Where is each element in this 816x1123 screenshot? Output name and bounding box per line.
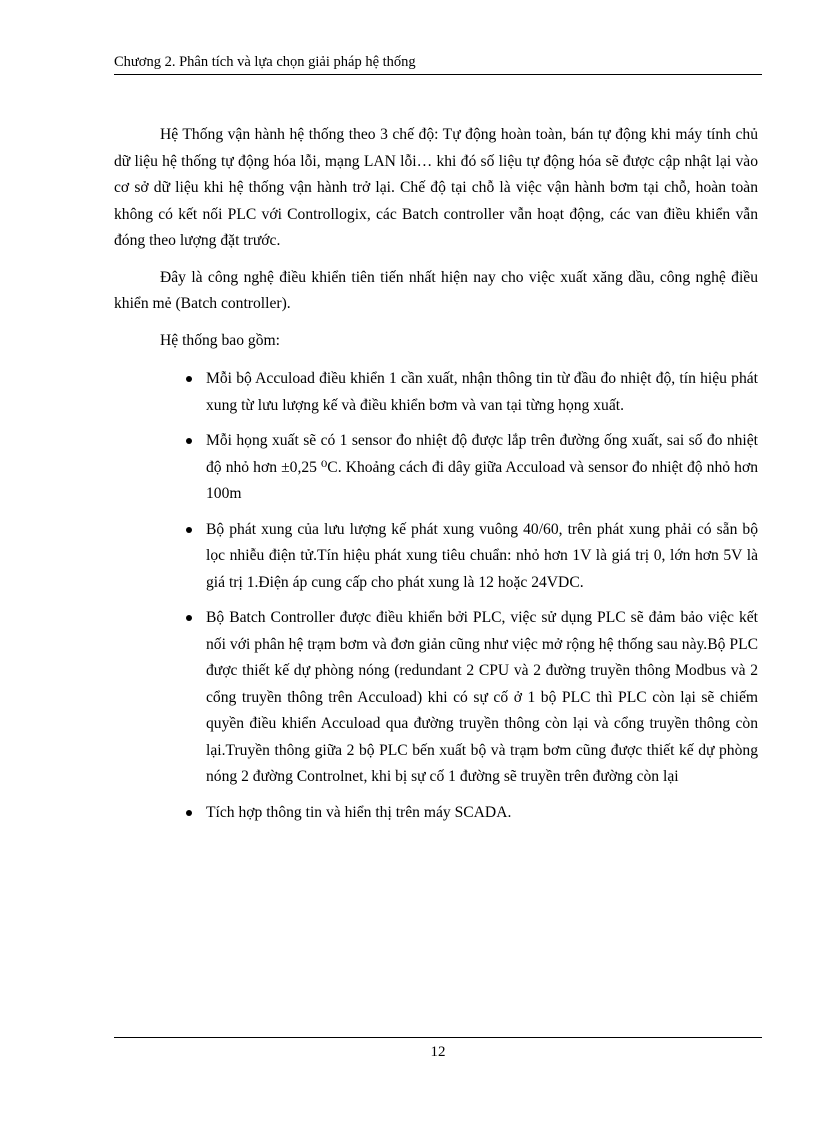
bullet-icon xyxy=(186,615,192,621)
list-item xyxy=(206,605,758,791)
page-number: 12 xyxy=(430,1044,446,1060)
page-header xyxy=(114,52,762,75)
bullet-icon xyxy=(186,527,192,533)
bullet-icon xyxy=(186,438,192,444)
paragraph-technology: Đây là công nghệ điều khiển tiên tiến nhất hiện nay cho việc xuất xăng dầu, công nghệ điều khiển mẻ (Batch controller). xyxy=(114,268,758,312)
chapter-title: Chương 2. Phân tích và lựa chọn giải pháp hệ thống xyxy=(114,54,416,70)
footer-divider xyxy=(114,1037,762,1038)
list-item xyxy=(206,366,758,419)
paragraph-system-includes: Hệ thống bao gồm: xyxy=(160,331,280,349)
list-item-text: Mỗi họng xuất sẽ có 1 sensor đo nhiệt độ được lắp trên đường ống xuất, sai số đo nhiệt độ nhỏ hơn ±0,25 ⁰C. Khoảng cách đi dây giữa Accuload và sensor đo nhiệt độ nhỏ hơn 100m xyxy=(206,432,758,502)
list-item xyxy=(206,428,758,508)
list-item xyxy=(206,517,758,597)
bullet-icon xyxy=(186,810,192,816)
bullet-icon xyxy=(186,376,192,382)
list-item-text: Bộ phát xung của lưu lượng kế phát xung vuông 40/60, trên phát xung phải có sẵn bộ lọc nhiễu điện tử.Tín hiệu phát xung tiêu chuẩn: nhỏ hơn 1V là giá trị 0, lớn hơn 5V là giá trị 1.Điện áp cung cấp cho phát xung là 12 hoặc 24VDC. xyxy=(206,520,758,591)
bullet-list xyxy=(114,366,758,826)
list-item-text: Mỗi bộ Accuload điều khiển 1 cần xuất, nhận thông tin từ đầu đo nhiệt độ, tín hiệu phát xung từ lưu lượng kế và điều khiển bơm và van tại từng họng xuất. xyxy=(206,370,758,414)
paragraph-operating-modes: Hệ Thống vận hành hệ thống theo 3 chế độ: Tự động hoàn toàn, bán tự động khi máy tính chủ dữ liệu hệ thống tự động hóa lỗi, mạng LAN lỗi… khi đó số liệu tự động hóa sẽ được cập nhật lại vào cơ sở dữ liệu khi hệ thống vận hành trở lại. Chế độ tại chỗ là việc vận hành bơm tại chỗ, hoàn toàn không có kết nối PLC với Controllogix, các Batch controller vẫn hoạt động, các van điều khiển vẫn đóng theo lượng đặt trước. xyxy=(114,126,758,249)
list-item xyxy=(206,800,758,827)
list-item-text: Bộ Batch Controller được điều khiển bởi PLC, việc sử dụng PLC sẽ đảm bảo việc kết nối với phân hệ trạm bơm và đơn giản cũng như việc mở rộng hệ thống sau này.Bộ PLC được thiết kế dự phòng nóng (redundant 2 CPU và 2 đường truyền thông Modbus và 2 cổng truyền thông trên Accuload) khi có sự cố ở 1 bộ PLC thì PLC còn lại sẽ chiếm quyền điều khiển Accuload qua đường truyền thông còn lại và cổng truyền thông còn lại.Truyền thông giữa 2 bộ PLC bến xuất bộ và trạm bơm cũng được thiết kế dự phòng nóng 2 đường Controlnet, khi bị sự cố 1 đường sẽ truyền trên đường còn lại xyxy=(206,609,758,785)
page-body xyxy=(114,122,758,835)
list-item-text: Tích hợp thông tin và hiển thị trên máy SCADA. xyxy=(206,803,512,821)
